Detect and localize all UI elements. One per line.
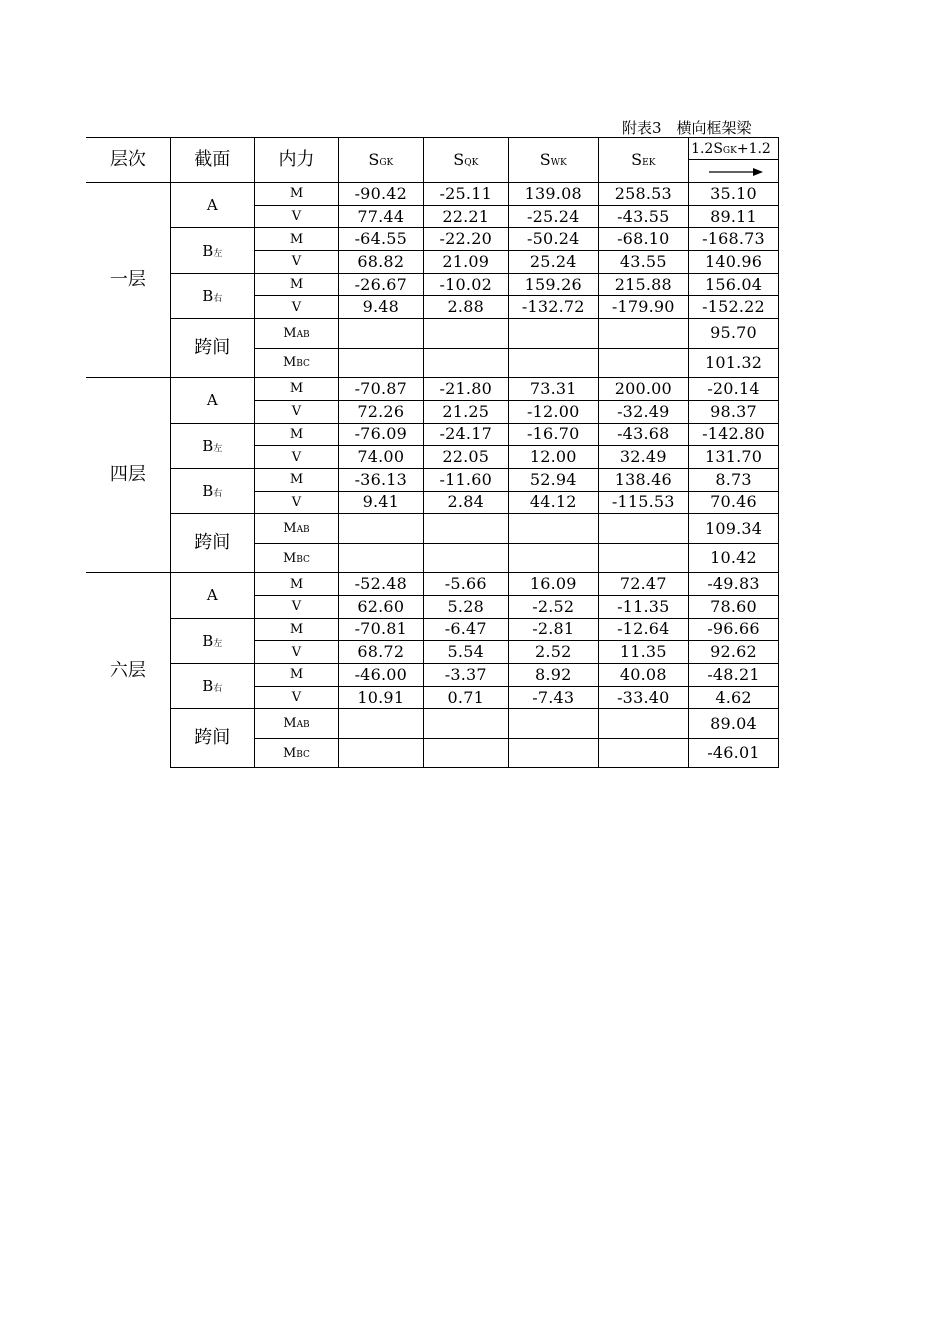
value-cell: -96.66 <box>689 618 779 641</box>
value-cell: -64.55 <box>339 228 423 251</box>
value-cell: -43.55 <box>598 205 689 228</box>
section-label-text: A <box>206 586 218 605</box>
value-cell: 78.60 <box>689 595 779 618</box>
value-cell <box>598 319 689 349</box>
force-label <box>254 595 338 618</box>
section-label-text: A <box>206 391 218 410</box>
value-cell: 40.08 <box>598 664 689 687</box>
value-cell: -10.02 <box>423 273 508 296</box>
force-sub: AB <box>296 329 310 340</box>
value-cell: -152.22 <box>689 296 779 319</box>
header-load-sub: QK <box>464 158 479 168</box>
value-cell <box>508 348 598 378</box>
section-label-text: 跨间 <box>194 727 231 749</box>
value-cell: -50.24 <box>508 228 598 251</box>
section-label <box>170 514 254 573</box>
section-label-sub: 左 <box>213 638 223 649</box>
force-symbol: M <box>289 472 304 488</box>
value-cell: -12.64 <box>598 618 689 641</box>
value-cell <box>339 709 423 739</box>
header-load-symbol: S <box>453 150 465 169</box>
value-cell: -20.14 <box>689 378 779 401</box>
value-cell: 200.00 <box>598 378 689 401</box>
value-cell: -43.68 <box>598 423 689 446</box>
section-label-sub: 左 <box>213 443 223 454</box>
table-row <box>86 709 779 739</box>
value-cell: 73.31 <box>508 378 598 401</box>
force-symbol: M <box>283 716 297 732</box>
section-label-sub: 右 <box>213 293 223 304</box>
header-load-sub: EK <box>642 158 656 168</box>
value-cell: 9.41 <box>339 491 423 514</box>
value-cell <box>598 738 689 768</box>
section-label-text: B <box>202 436 214 455</box>
value-cell: 21.25 <box>423 400 508 423</box>
force-label <box>254 573 338 596</box>
table-row <box>86 664 779 687</box>
value-cell: 52.94 <box>508 468 598 491</box>
value-cell: 138.46 <box>598 468 689 491</box>
force-symbol: M <box>289 667 304 683</box>
value-cell: 22.05 <box>423 446 508 469</box>
value-cell: 92.62 <box>689 641 779 664</box>
force-label <box>254 468 338 491</box>
header-load-symbol: S <box>539 150 551 169</box>
value-cell <box>423 514 508 544</box>
force-sub: AB <box>296 720 310 731</box>
table-row <box>86 514 779 544</box>
value-cell: 0.71 <box>423 686 508 709</box>
value-cell: -24.17 <box>423 423 508 446</box>
value-cell: 8.92 <box>508 664 598 687</box>
force-label <box>254 296 338 319</box>
header-force: 内力 <box>254 138 338 183</box>
value-cell <box>423 348 508 378</box>
value-cell: -3.37 <box>423 664 508 687</box>
value-cell: 215.88 <box>598 273 689 296</box>
force-label <box>254 378 338 401</box>
section-label-sub: 右 <box>213 489 223 500</box>
value-cell <box>598 348 689 378</box>
value-cell: 95.70 <box>689 319 779 349</box>
force-label <box>254 251 338 274</box>
force-symbol: V <box>291 404 302 420</box>
header-level: 层次 <box>86 138 170 183</box>
force-symbol: M <box>282 355 297 371</box>
floor-label: 六层 <box>86 573 170 768</box>
value-cell: 35.10 <box>689 183 779 206</box>
header-load-wk <box>508 138 598 183</box>
value-cell: 4.62 <box>689 686 779 709</box>
section-label <box>170 709 254 768</box>
force-symbol: M <box>289 426 304 442</box>
value-cell: 139.08 <box>508 183 598 206</box>
value-cell <box>598 709 689 739</box>
value-cell: 62.60 <box>339 595 423 618</box>
header-combination <box>689 138 779 160</box>
header-row <box>86 138 779 160</box>
value-cell: 258.53 <box>598 183 689 206</box>
table-row <box>86 573 779 596</box>
header-load-sub: GK <box>379 158 394 168</box>
force-symbol: V <box>291 599 302 615</box>
value-cell <box>423 738 508 768</box>
force-sub: BC <box>296 554 310 565</box>
value-cell: -22.20 <box>423 228 508 251</box>
table-row <box>86 319 779 349</box>
value-cell: 16.09 <box>508 573 598 596</box>
force-label <box>254 400 338 423</box>
value-cell: 11.35 <box>598 641 689 664</box>
value-cell: -12.00 <box>508 400 598 423</box>
value-cell: -26.67 <box>339 273 423 296</box>
value-cell <box>423 709 508 739</box>
force-sub: AB <box>296 525 310 535</box>
floor-label: 一层 <box>86 183 170 378</box>
value-cell: 68.82 <box>339 251 423 274</box>
section-label-text: B <box>202 286 214 305</box>
value-cell: 32.49 <box>598 446 689 469</box>
value-cell: -90.42 <box>339 183 423 206</box>
value-cell: 89.04 <box>689 709 779 739</box>
section-label <box>170 319 254 378</box>
value-cell: 12.00 <box>508 446 598 469</box>
value-cell: -36.13 <box>339 468 423 491</box>
value-cell: 9.48 <box>339 296 423 319</box>
table-row <box>86 273 779 296</box>
value-cell: 21.09 <box>423 251 508 274</box>
value-cell: -21.80 <box>423 378 508 401</box>
value-cell: 98.37 <box>689 400 779 423</box>
section-label-text: 跨间 <box>194 532 231 554</box>
value-cell: 101.32 <box>689 348 779 378</box>
force-symbol: V <box>291 690 302 706</box>
value-cell: 131.70 <box>689 446 779 469</box>
force-label <box>254 686 338 709</box>
section-label-sub: 右 <box>213 684 223 695</box>
combo-suffix: +1.2 <box>736 140 771 157</box>
value-cell: 5.54 <box>423 641 508 664</box>
force-symbol: M <box>282 550 297 566</box>
header-section: 截面 <box>170 138 254 183</box>
value-cell: -25.24 <box>508 205 598 228</box>
value-cell: -48.21 <box>689 664 779 687</box>
force-symbol: M <box>283 325 297 341</box>
force-sub: BC <box>296 749 310 760</box>
section-label-text: B <box>202 631 214 650</box>
value-cell: -168.73 <box>689 228 779 251</box>
value-cell: -76.09 <box>339 423 423 446</box>
right-arrow-icon <box>689 161 778 181</box>
value-cell <box>339 514 423 544</box>
value-cell <box>508 543 598 573</box>
value-cell: 72.47 <box>598 573 689 596</box>
force-label <box>254 709 338 739</box>
value-cell: 2.52 <box>508 641 598 664</box>
value-cell <box>339 319 423 349</box>
force-label <box>254 491 338 514</box>
value-cell: -33.40 <box>598 686 689 709</box>
force-symbol: V <box>291 494 302 510</box>
value-cell: -179.90 <box>598 296 689 319</box>
force-symbol: M <box>289 231 304 247</box>
force-symbol: M <box>289 277 304 293</box>
value-cell: -46.01 <box>689 738 779 768</box>
value-cell <box>339 543 423 573</box>
value-cell: 44.12 <box>508 491 598 514</box>
value-cell: 2.88 <box>423 296 508 319</box>
value-cell: 22.21 <box>423 205 508 228</box>
force-label <box>254 319 338 349</box>
value-cell: -142.80 <box>689 423 779 446</box>
value-cell: 43.55 <box>598 251 689 274</box>
value-cell <box>508 709 598 739</box>
section-label <box>170 664 254 709</box>
section-label <box>170 423 254 468</box>
value-cell: -16.70 <box>508 423 598 446</box>
force-label <box>254 183 338 206</box>
section-label <box>170 378 254 423</box>
force-symbol: V <box>291 299 302 315</box>
table-row <box>86 618 779 641</box>
force-label <box>254 514 338 544</box>
value-cell: 72.26 <box>339 400 423 423</box>
value-cell <box>339 348 423 378</box>
value-cell: 10.91 <box>339 686 423 709</box>
force-label <box>254 423 338 446</box>
value-cell: -70.87 <box>339 378 423 401</box>
value-cell <box>423 319 508 349</box>
section-label <box>170 228 254 273</box>
value-cell <box>598 543 689 573</box>
value-cell: 5.28 <box>423 595 508 618</box>
force-symbol: V <box>291 644 302 660</box>
section-label-text: A <box>206 196 218 215</box>
value-cell: -68.10 <box>598 228 689 251</box>
table-row <box>86 378 779 401</box>
value-cell: -70.81 <box>339 618 423 641</box>
force-sub: BC <box>296 359 310 370</box>
force-symbol: M <box>289 576 304 592</box>
force-label <box>254 348 338 378</box>
value-cell: 140.96 <box>689 251 779 274</box>
value-cell: 25.24 <box>508 251 598 274</box>
value-cell <box>598 514 689 544</box>
value-cell <box>508 319 598 349</box>
header-arrow-cell <box>689 160 779 183</box>
value-cell: -11.35 <box>598 595 689 618</box>
header-load-gk <box>339 138 423 183</box>
force-symbol: M <box>289 186 304 202</box>
combo-prefix: 1.2S <box>691 140 723 157</box>
value-cell: 159.26 <box>508 273 598 296</box>
value-cell <box>508 514 598 544</box>
value-cell: -5.66 <box>423 573 508 596</box>
section-label <box>170 618 254 663</box>
force-symbol: M <box>282 745 297 761</box>
value-cell: -6.47 <box>423 618 508 641</box>
value-cell: -32.49 <box>598 400 689 423</box>
force-label <box>254 664 338 687</box>
force-label <box>254 738 338 768</box>
section-label-text: 跨间 <box>194 337 231 359</box>
force-symbol: M <box>289 621 304 637</box>
header-load-ek <box>598 138 689 183</box>
section-label <box>170 468 254 513</box>
value-cell: 70.46 <box>689 491 779 514</box>
header-load-sub: WK <box>550 158 567 168</box>
force-label <box>254 228 338 251</box>
value-cell: -2.81 <box>508 618 598 641</box>
force-label <box>254 446 338 469</box>
value-cell: -11.60 <box>423 468 508 491</box>
section-label <box>170 183 254 228</box>
section-label <box>170 273 254 318</box>
header-load-symbol: S <box>368 150 380 169</box>
header-load-qk <box>423 138 508 183</box>
section-label <box>170 573 254 618</box>
combo-sub: GK <box>722 145 737 156</box>
force-symbol: M <box>283 521 297 536</box>
table-row <box>86 228 779 251</box>
table-row <box>86 423 779 446</box>
force-label <box>254 641 338 664</box>
value-cell: -2.52 <box>508 595 598 618</box>
section-label-sub: 左 <box>213 248 223 259</box>
value-cell: -115.53 <box>598 491 689 514</box>
value-cell: 10.42 <box>689 543 779 573</box>
value-cell: 68.72 <box>339 641 423 664</box>
force-label <box>254 543 338 573</box>
force-symbol: V <box>291 254 302 270</box>
header-load-symbol: S <box>631 150 643 169</box>
value-cell <box>423 543 508 573</box>
table-row <box>86 183 779 206</box>
section-label-text: B <box>202 241 214 260</box>
value-cell: -7.43 <box>508 686 598 709</box>
force-symbol: V <box>291 449 302 465</box>
value-cell: -52.48 <box>339 573 423 596</box>
value-cell: 89.11 <box>689 205 779 228</box>
value-cell: -132.72 <box>508 296 598 319</box>
table-row <box>86 468 779 491</box>
value-cell: 109.34 <box>689 514 779 544</box>
value-cell: -25.11 <box>423 183 508 206</box>
value-cell: -46.00 <box>339 664 423 687</box>
section-label-text: B <box>202 677 214 696</box>
value-cell: -49.83 <box>689 573 779 596</box>
force-symbol: M <box>289 381 304 397</box>
force-label <box>254 205 338 228</box>
force-symbol: V <box>291 209 302 225</box>
value-cell: 2.84 <box>423 491 508 514</box>
value-cell <box>339 738 423 768</box>
value-cell <box>508 738 598 768</box>
force-label <box>254 273 338 296</box>
force-label <box>254 618 338 641</box>
section-label-text: B <box>202 482 214 501</box>
value-cell: 77.44 <box>339 205 423 228</box>
value-cell: 74.00 <box>339 446 423 469</box>
table-title: 附表3 横向框架梁 <box>622 119 752 137</box>
value-cell: 156.04 <box>689 273 779 296</box>
floor-label: 四层 <box>86 378 170 573</box>
value-cell: 8.73 <box>689 468 779 491</box>
internal-force-table <box>86 137 779 768</box>
